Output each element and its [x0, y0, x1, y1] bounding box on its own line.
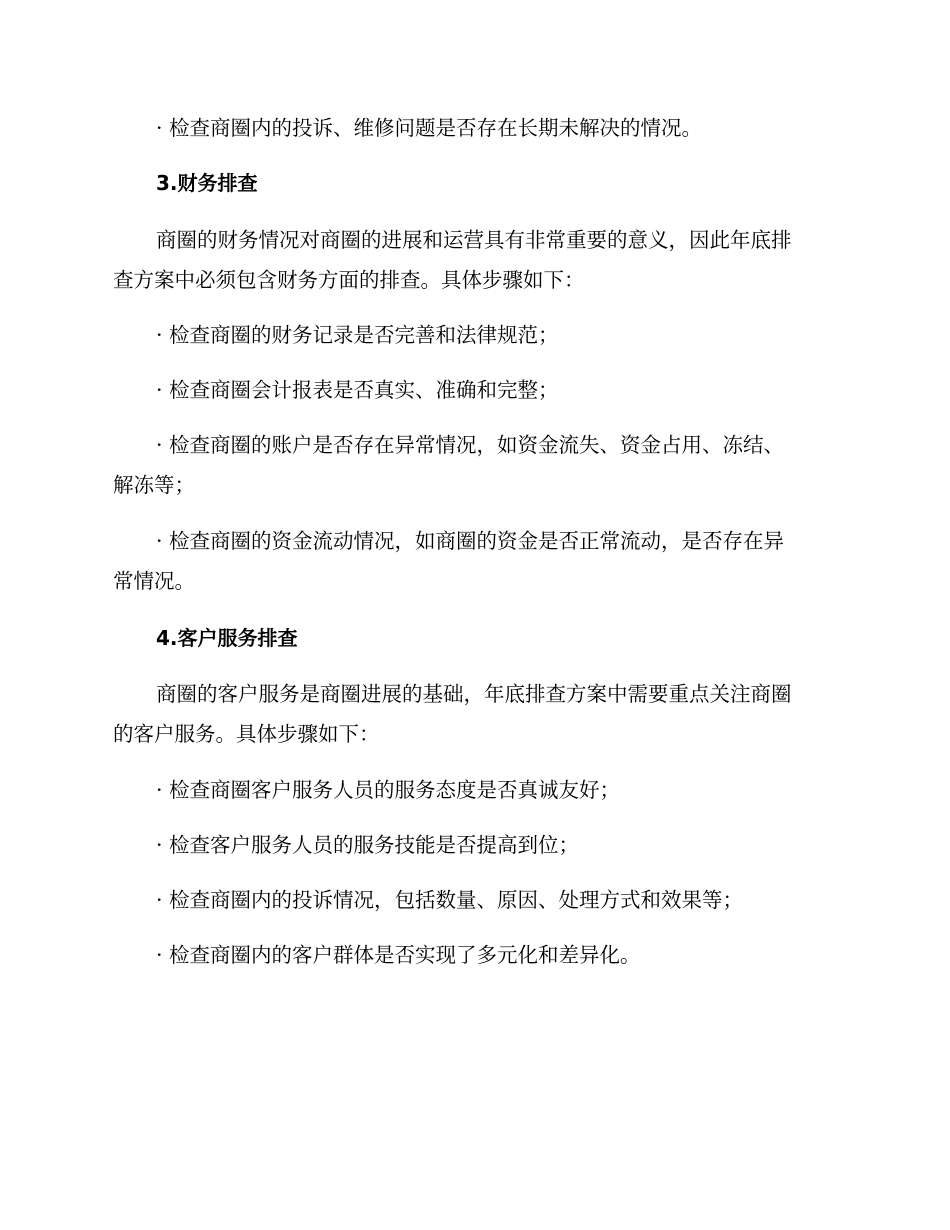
section-heading-finance: 3.财务排查	[156, 171, 258, 195]
bullet-complaints-unresolved: · 检查商圈内的投诉、维修问题是否存在长期未解决的情况。	[156, 116, 703, 140]
service-bullet-diversity: · 检查商圈内的客户群体是否实现了多元化和差异化。	[156, 943, 641, 967]
finance-bullet-cashflow-cont: 常情况。	[113, 569, 195, 593]
finance-intro-line-1: 商圈的财务情况对商圈的进展和运营具有非常重要的意义，因此年底排	[156, 228, 792, 252]
finance-bullet-accounts: · 检查商圈的账户是否存在异常情况，如资金流失、资金占用、冻结、	[156, 433, 785, 457]
section-heading-customer-service: 4.客户服务排查	[156, 626, 298, 650]
service-bullet-complaints: · 检查商圈内的投诉情况，包括数量、原因、处理方式和效果等；	[156, 888, 744, 912]
service-bullet-attitude: · 检查商圈客户服务人员的服务态度是否真诚友好；	[156, 778, 621, 802]
service-intro-line-1: 商圈的客户服务是商圈进展的基础，年底排查方案中需要重点关注商圈	[156, 682, 792, 706]
service-bullet-skills: · 检查客户服务人员的服务技能是否提高到位；	[156, 833, 580, 857]
finance-bullet-accounts-cont: 解冻等；	[113, 473, 195, 497]
finance-bullet-cashflow: · 检查商圈的资金流动情况，如商圈的资金是否正常流动，是否存在异	[156, 529, 785, 553]
finance-intro-line-2: 查方案中必须包含财务方面的排查。具体步骤如下：	[113, 268, 585, 292]
finance-bullet-reports: · 检查商圈会计报表是否真实、准确和完整；	[156, 378, 559, 402]
finance-bullet-records: · 检查商圈的财务记录是否完善和法律规范；	[156, 323, 559, 347]
service-intro-line-2: 的客户服务。具体步骤如下：	[113, 722, 380, 746]
